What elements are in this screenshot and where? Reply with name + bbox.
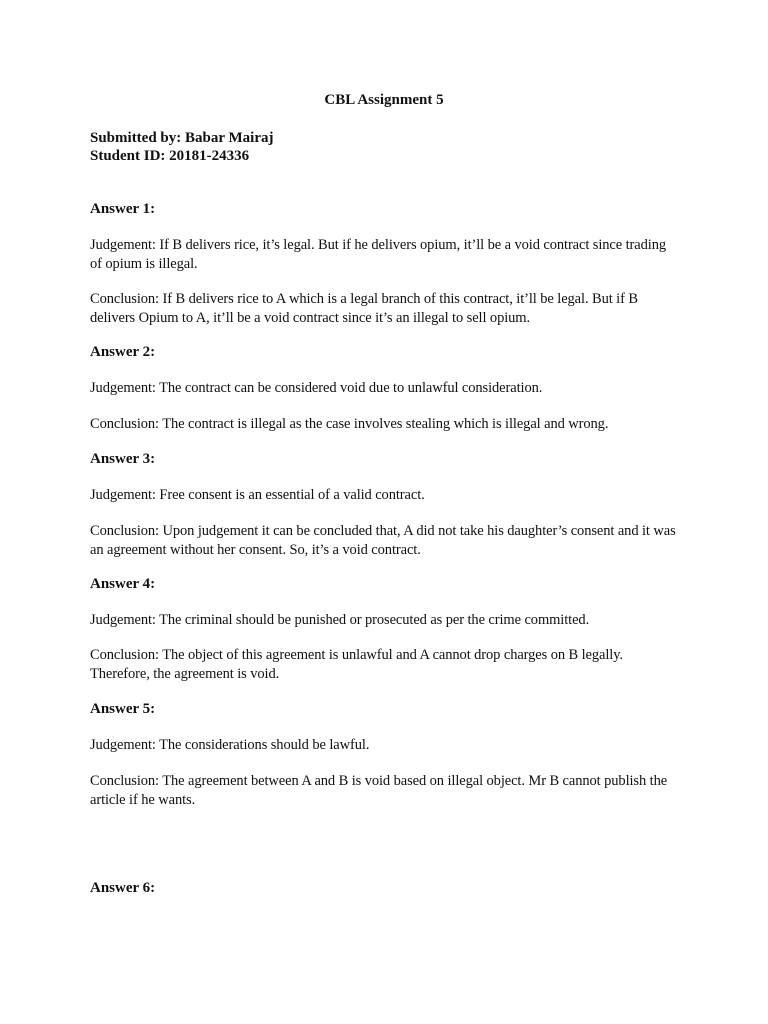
answer-5-conclusion: Conclusion: The agreement between A and B is void based on illegal object. Mr B cannot publish the article if he wants.: [90, 773, 668, 808]
submitted-by: Submitted by: Babar Mairaj: [90, 130, 274, 146]
answer-2-judgement: Judgement: The contract can be considered void due to unlawful consideration.: [90, 380, 543, 396]
answer-3-judgement: Judgement: Free consent is an essential of a valid contract.: [90, 487, 425, 503]
answer-4-heading: Answer 4:: [90, 576, 156, 592]
answer-5-heading: Answer 5:: [90, 701, 156, 717]
answer-4-conclusion: Conclusion: The object of this agreement is unlawful and A cannot drop charges on B legally. Therefore, the agreement is void.: [90, 647, 623, 682]
answer-2-heading: Answer 2:: [90, 344, 156, 360]
answer-5-judgement: Judgement: The considerations should be lawful.: [90, 737, 370, 753]
answer-1-heading: Answer 1:: [90, 201, 156, 217]
document-title: CBL Assignment 5: [324, 92, 444, 108]
answer-1-conclusion: Conclusion: If B delivers rice to A which is a legal branch of this contract, it’ll be legal. But if B delivers Opium to A, it’ll be a void contract since it’s an illegal to sell opium.: [90, 291, 638, 326]
answer-3-conclusion: Conclusion: Upon judgement it can be concluded that, A did not take his daughter’s consent and it was an agreement without her consent. So, it’s a void contract.: [90, 523, 676, 558]
answer-3-heading: Answer 3:: [90, 451, 156, 467]
answer-4-judgement: Judgement: The criminal should be punished or prosecuted as per the crime committed.: [90, 612, 590, 628]
answer-1-judgement: Judgement: If B delivers rice, it’s legal. But if he delivers opium, it’ll be a void contract since trading of opium is illegal.: [90, 237, 666, 272]
answer-6-heading: Answer 6:: [90, 880, 156, 896]
student-id: Student ID: 20181-24336: [90, 148, 250, 164]
answer-2-conclusion: Conclusion: The contract is illegal as the case involves stealing which is illegal and wrong.: [90, 416, 609, 432]
